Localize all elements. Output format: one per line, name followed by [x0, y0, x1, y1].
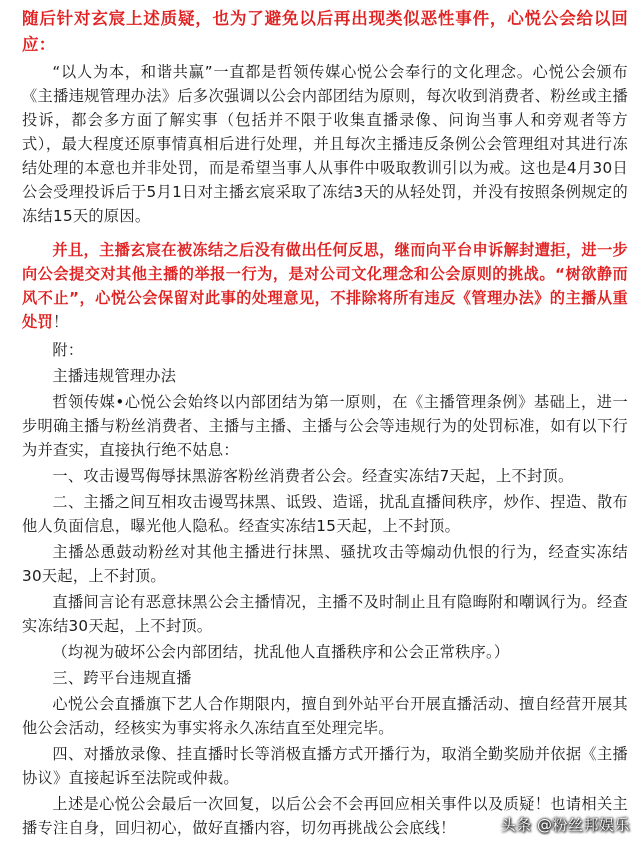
warning-red-text: 并且，主播玄宸在被冻结之后没有做出任何反思，继而向平台申诉解封遭拒，进一步向公会提交对其他主播的举报一行为，是对公司文化理念和公会原则的挑战。“树欲静而风不止”，心悦公会保留对此事的处理意见，不排除将所有违反《管理办法》的主播从重处罚 [22, 241, 628, 331]
rule-two: 二、主播之间互相攻击谩骂抹黑、诋毁、造谣，扰乱直播间秩序，炒作、捏造、散布他人负面信息，曝光他人隐私。经查实冻结15天起，上不封顶。 [22, 493, 628, 535]
paragraph-warning [22, 238, 628, 334]
paragraph-culture: “以人为本，和谐共赢”一直都是哲领传媒心悦公会奉行的文化理念。心悦公会颁布《主播违规管理办法》后多次强调以公会内部团结为原则，每次收到消费者、粉丝或主播投诉，都会多方面了解实事（包括并不限于收集直播录像、问询当事人和旁观者等方式），最大程度还原事情真相后进行处理，并且每次主播违反条例公会管理组对其进行冻结处理的本意也并非处罚，而是希望当事人从事件中吸取教训引以为戒。这也是4月30日公会受理投诉后于5月1日对主播玄宸采取了冻结3天的从轻处罚，并没有按照条例规定的冻结15天的原因。 [22, 63, 628, 225]
rule-two-note: （均视为破坏公会内部团结，扰乱他人直播秩序和公会正常秩序。） [52, 643, 510, 661]
rule-two-b: 主播怂恿鼓动粉丝对其他主播进行抹黑、骚扰攻击等煽动仇恨的行为，经查实冻结30天起，上不封顶。 [22, 543, 628, 585]
watermark: 头条 @粉丝邦娱乐 [500, 816, 630, 834]
closing-statement: 上述是心悦公会最后一次回复，以后公会不会再回应相关事件以及质疑！也请相关主播专注自身，回归初心，做好直播内容，切勿再挑战公会底线！ [22, 795, 628, 837]
rules-intro: 哲领传媒•心悦公会始终以内部团结为第一原则，在《主播管理条例》基础上，进一步明确主播与粉丝消费者、主播与主播、主播与公会等违规行为的处罚标准，如有以下行为并查实，直接执行绝不姑息： [22, 393, 628, 459]
warning-end-mark: ！ [52, 313, 69, 331]
rule-one: 一、攻击谩骂侮辱抹黑游客粉丝消费者公会。经查实冻结7天起，上不封顶。 [52, 467, 574, 485]
attachment-title: 主播违规管理办法 [52, 367, 177, 385]
rule-two-c: 直播间言论有恶意抹黑公会主播情况，主播不及时制止且有隐晦附和嘲讽行为。经查实冻结30天起，上不封顶。 [22, 593, 628, 635]
rule-three: 心悦公会直播旗下艺人合作期限内，擅自到外站平台开展直播活动、擅自经营开展其他公会活动，经核实为事实将永久冻结直至处理完毕。 [22, 695, 628, 737]
rule-three-title: 三、跨平台违规直播 [52, 669, 192, 687]
attachment-label: 附： [52, 341, 84, 359]
rule-four: 四、对播放录像、挂直播时长等消极直播方式开播行为，取消全勤奖励并依据《主播协议》直接起诉至法院或仲裁。 [22, 745, 628, 787]
intro-red-text: 随后针对玄宸上述质疑，也为了避免以后再出现类似恶性事件，心悦公会给以回应： [22, 9, 628, 54]
